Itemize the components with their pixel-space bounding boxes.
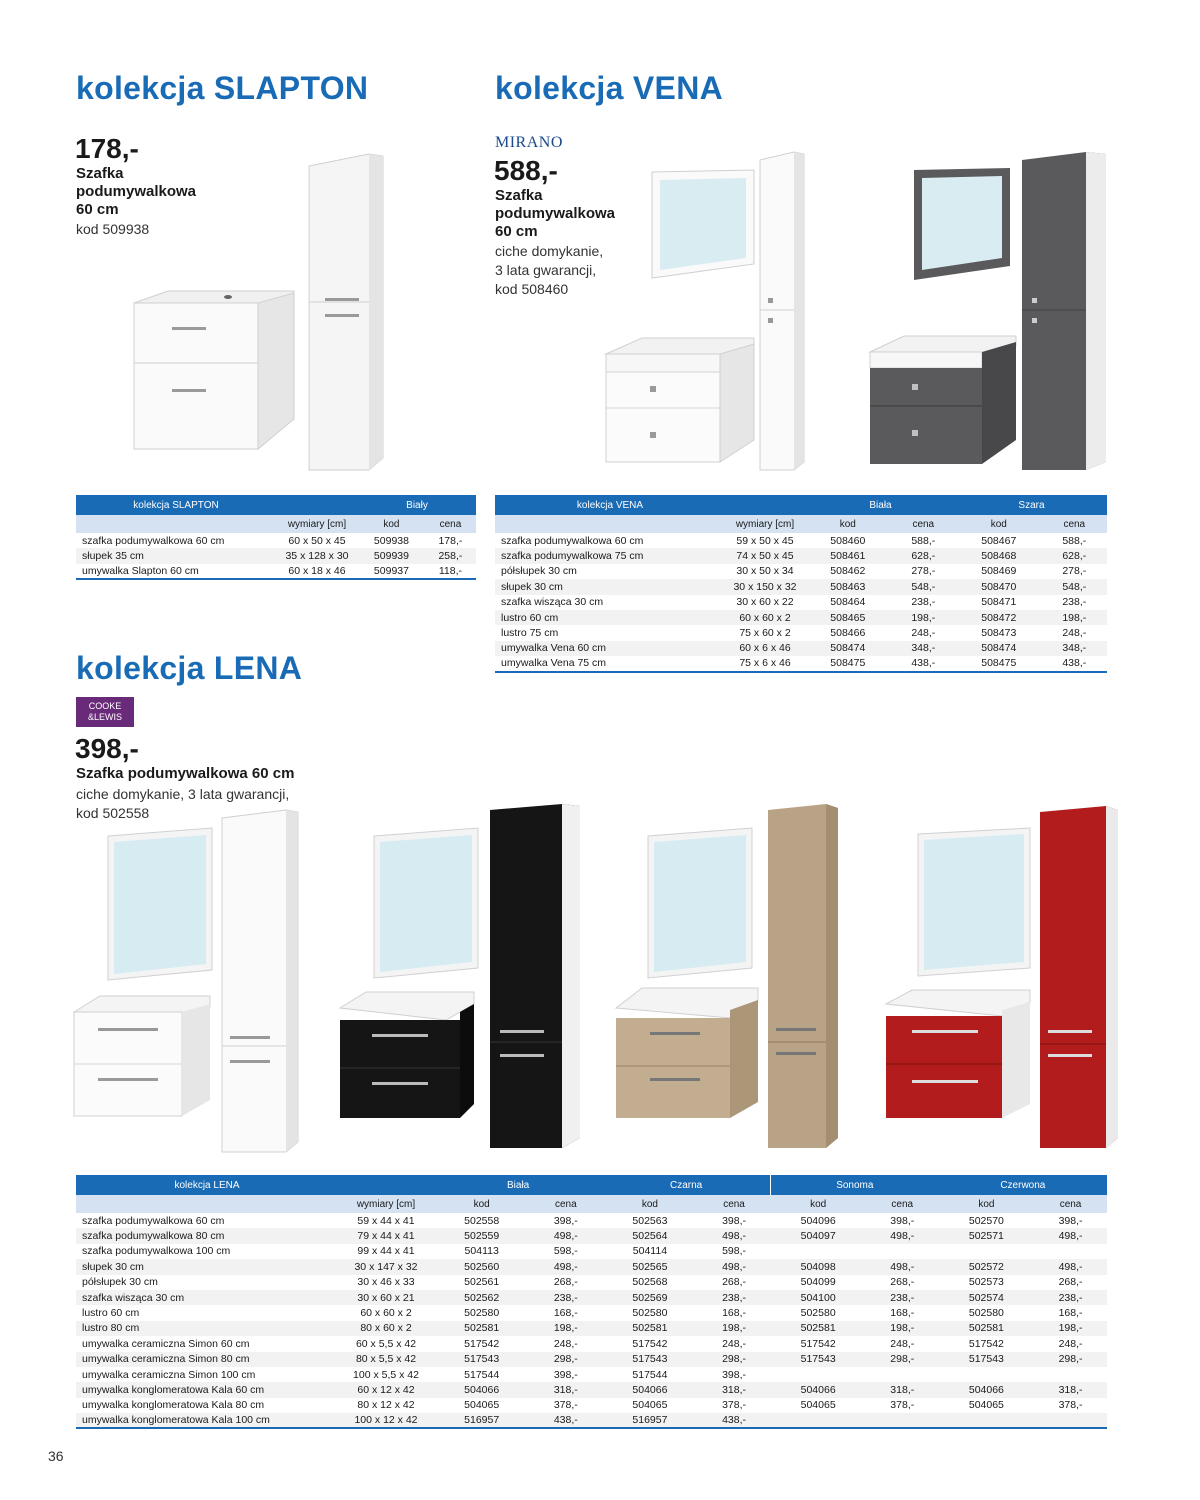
row-name: umywalka Slapton 60 cm — [76, 564, 276, 579]
row-code: 508464 — [830, 596, 866, 609]
row-code: 504113 — [464, 1245, 499, 1258]
row-code: 508471 — [981, 596, 1017, 609]
row-price: 318,- — [698, 1382, 771, 1397]
slapton-table-color: Biały — [358, 495, 476, 515]
row-code: 502568 — [632, 1276, 668, 1289]
row-name: szafka podumywalkowa 60 cm — [82, 1214, 225, 1227]
row-dims: 30 x 150 x 32 — [725, 579, 805, 594]
row-code: 502560 — [434, 1259, 529, 1274]
row-price — [1034, 1367, 1107, 1382]
lena-col-price2: cena — [698, 1195, 771, 1213]
lena-product: Szafka podumywalkowa 60 cm — [76, 765, 295, 782]
row-name: lustro 80 cm — [76, 1321, 338, 1336]
row-name: umywalka ceramiczna Simon 100 cm — [82, 1368, 256, 1381]
row-name: umywalka Vena 75 cm — [495, 656, 725, 671]
row-dims: 80 x 60 x 2 — [338, 1321, 434, 1336]
row-name: szafka podumywalkowa 60 cm — [82, 534, 225, 547]
row-price: 248,- — [553, 1337, 578, 1350]
row-code: 502580 — [800, 1307, 836, 1320]
lena-col-price4: cena — [1034, 1195, 1107, 1213]
vena-white-mirror-image — [650, 168, 758, 280]
row-price: 498,- — [698, 1228, 771, 1243]
row-code: 502581 — [602, 1321, 697, 1336]
row-price: 498,- — [529, 1259, 602, 1274]
row-price: 268,- — [1058, 1276, 1083, 1289]
table-row — [76, 1352, 1107, 1367]
row-code: 504065 — [968, 1399, 1004, 1412]
row-dims: 60 x 5,5 x 42 — [355, 1337, 417, 1350]
row-dims: 80 x 5,5 x 42 — [338, 1352, 434, 1367]
row-code: 508466 — [830, 627, 866, 640]
row-name: umywalka ceramiczna Simon 80 cm — [76, 1352, 338, 1367]
table-row — [76, 1305, 1107, 1320]
row-dims: 59 x 44 x 41 — [357, 1214, 415, 1227]
row-price: 168,- — [890, 1307, 915, 1320]
row-code: 517542 — [464, 1337, 500, 1350]
row-dims: 60 x 60 x 2 — [725, 610, 805, 625]
row-code: 508475 — [956, 656, 1042, 671]
row-name: lustro 60 cm — [82, 1307, 140, 1320]
row-code: 508473 — [981, 627, 1017, 640]
row-price: 588,- — [911, 534, 936, 547]
row-dims: 60 x 12 x 42 — [338, 1382, 434, 1397]
row-code: 509939 — [358, 548, 425, 563]
vena-note1: ciche domykanie, — [495, 243, 604, 259]
row-price: 298,- — [529, 1352, 602, 1367]
vena-white-column-image — [758, 150, 806, 474]
row-price: 238,- — [911, 596, 936, 609]
row-name: półsłupek 30 cm — [82, 1276, 158, 1289]
row-code: 508463 — [805, 579, 891, 594]
row-code: 502558 — [464, 1214, 500, 1227]
row-code: 502569 — [602, 1290, 697, 1305]
vena-col-price: cena — [891, 515, 956, 533]
vena-price: 588,- — [494, 155, 558, 186]
row-price: 198,- — [698, 1321, 771, 1336]
row-price — [1034, 1244, 1107, 1259]
row-price: 318,- — [866, 1382, 939, 1397]
row-price: 548,- — [1042, 579, 1107, 594]
slapton-table-collection: kolekcja SLAPTON — [76, 495, 276, 515]
row-code: 504066 — [602, 1382, 697, 1397]
row-price: 268,- — [722, 1276, 746, 1289]
row-code: 504096 — [800, 1214, 836, 1227]
lena-col-code2: kod — [602, 1195, 697, 1213]
row-code: 502562 — [434, 1290, 529, 1305]
row-code: 508460 — [830, 534, 866, 547]
lena-col-code3: kod — [770, 1195, 865, 1213]
row-price: 198,- — [1034, 1321, 1107, 1336]
vena-col-dims: wymiary [cm] — [725, 515, 805, 533]
row-price: 198,- — [529, 1321, 602, 1336]
row-code — [939, 1367, 1034, 1382]
row-dims: 99 x 44 x 41 — [357, 1245, 415, 1258]
row-code: 504114 — [632, 1245, 668, 1258]
vena-grey-vanity-image — [866, 334, 1018, 468]
row-code — [770, 1244, 865, 1259]
row-code — [770, 1367, 865, 1382]
row-code: 502573 — [968, 1276, 1004, 1289]
vena-col-price2: cena — [1042, 515, 1107, 533]
row-price: 348,- — [1042, 641, 1107, 656]
row-dims: 30 x 50 x 34 — [736, 565, 794, 578]
row-price: 598,- — [553, 1245, 578, 1258]
row-name: umywalka konglomeratowa Kala 80 cm — [82, 1399, 265, 1412]
row-name: półsłupek 30 cm — [501, 565, 577, 578]
row-name: szafka podumywalkowa 80 cm — [76, 1228, 338, 1243]
lena-table-color4: Czerwona — [939, 1175, 1107, 1195]
row-dims: 30 x 147 x 32 — [338, 1259, 434, 1274]
slapton-column-image — [305, 152, 387, 474]
row-code: 508462 — [830, 565, 866, 578]
row-dims: 30 x 46 x 33 — [357, 1276, 415, 1289]
row-price: 498,- — [1034, 1228, 1107, 1243]
slapton-product-line2: podumywalkowa — [76, 183, 197, 200]
table-row — [495, 641, 1107, 656]
row-price: 268,- — [890, 1276, 915, 1289]
row-price: 118,- — [425, 564, 476, 579]
row-name: słupek 30 cm — [495, 579, 725, 594]
row-price: 318,- — [529, 1382, 602, 1397]
row-price: 498,- — [1034, 1259, 1107, 1274]
row-code: 504066 — [770, 1382, 865, 1397]
table-row — [76, 533, 476, 548]
cooke-lewis-logo — [76, 697, 134, 727]
row-price: 178,- — [438, 534, 463, 547]
lena-price: 398,- — [75, 733, 139, 764]
row-code: 502581 — [770, 1321, 865, 1336]
row-code: 516957 — [602, 1413, 697, 1428]
row-price: 238,- — [866, 1290, 939, 1305]
row-price: 168,- — [722, 1307, 746, 1320]
slapton-vanity-image — [128, 285, 298, 455]
table-row — [76, 1382, 1107, 1397]
row-name: umywalka konglomeratowa Kala 60 cm — [76, 1382, 338, 1397]
lena-table-color2: Czarna — [602, 1175, 770, 1195]
row-code: 517544 — [464, 1368, 500, 1381]
table-row — [76, 1213, 1107, 1228]
table-row — [76, 1290, 1107, 1305]
vena-table-color2: Szara — [956, 495, 1107, 515]
lena-black-set-image — [338, 802, 586, 1154]
row-code: 502559 — [434, 1228, 529, 1243]
row-price: 298,- — [698, 1352, 771, 1367]
row-code: 509938 — [373, 534, 409, 547]
vena-white-vanity-image — [602, 336, 756, 466]
lena-col-dims: wymiary [cm] — [338, 1195, 434, 1213]
lena-table-color3: Sonoma — [770, 1175, 938, 1195]
lena-note: ciche domykanie, 3 lata gwarancji, — [76, 786, 290, 802]
row-code: 508465 — [805, 610, 891, 625]
row-price: 248,- — [911, 627, 936, 640]
row-name: lustro 75 cm — [501, 627, 559, 640]
row-price — [1034, 1413, 1107, 1428]
row-code — [770, 1413, 865, 1428]
vena-table — [495, 495, 1107, 673]
slapton-col-code: kod — [358, 515, 425, 533]
table-row — [76, 1321, 1107, 1336]
cooke-lewis-logo-line2: &LEWIS — [87, 712, 122, 722]
table-row — [76, 1398, 1107, 1413]
row-price: 628,- — [1042, 548, 1107, 563]
row-price: 168,- — [1058, 1307, 1083, 1320]
vena-table-collection: kolekcja VENA — [495, 495, 725, 515]
vena-product-line3: 60 cm — [495, 223, 538, 240]
table-row — [495, 579, 1107, 594]
row-price: 248,- — [722, 1337, 746, 1350]
lena-table-collection: kolekcja LENA — [76, 1175, 338, 1195]
lena-col-code4: kod — [939, 1195, 1034, 1213]
row-price — [866, 1367, 939, 1382]
row-price: 398,- — [722, 1368, 746, 1381]
slapton-code: kod 509938 — [76, 221, 150, 237]
row-code: 508472 — [956, 610, 1042, 625]
row-name: szafka podumywalkowa 100 cm — [82, 1245, 231, 1258]
row-price: 238,- — [529, 1290, 602, 1305]
row-code: 502564 — [602, 1228, 697, 1243]
row-price: 198,- — [866, 1321, 939, 1336]
row-code: 502561 — [464, 1276, 500, 1289]
row-code: 504065 — [800, 1399, 836, 1412]
row-code: 502563 — [632, 1214, 668, 1227]
row-price: 378,- — [722, 1399, 746, 1412]
lena-col-price1: cena — [529, 1195, 602, 1213]
row-price: 498,- — [698, 1259, 771, 1274]
row-price: 168,- — [553, 1307, 578, 1320]
row-code — [939, 1244, 1034, 1259]
row-price: 398,- — [1058, 1214, 1083, 1227]
table-row — [76, 1259, 1107, 1274]
row-code: 502571 — [939, 1228, 1034, 1243]
row-price — [866, 1244, 939, 1259]
row-code: 508474 — [805, 641, 891, 656]
row-code: 504098 — [770, 1259, 865, 1274]
row-code: 517543 — [939, 1352, 1034, 1367]
lena-title: kolekcja LENA — [76, 650, 303, 686]
row-code: 517542 — [800, 1337, 836, 1350]
slapton-product-line1: Szafka — [76, 165, 124, 182]
row-code: 508470 — [956, 579, 1042, 594]
row-price: 238,- — [1034, 1290, 1107, 1305]
row-price: 248,- — [1062, 627, 1087, 640]
row-dims: 35 x 128 x 30 — [276, 548, 358, 563]
row-code: 504066 — [434, 1382, 529, 1397]
row-price: 398,- — [722, 1214, 746, 1227]
slapton-col-price: cena — [425, 515, 476, 533]
row-code: 502581 — [434, 1321, 529, 1336]
row-code: 504100 — [770, 1290, 865, 1305]
row-price: 198,- — [1042, 610, 1107, 625]
page-number: 36 — [48, 1448, 64, 1464]
vena-table-color1: Biała — [805, 495, 956, 515]
row-price: 628,- — [891, 548, 956, 563]
row-name: słupek 35 cm — [76, 548, 276, 563]
row-price: 378,- — [553, 1399, 578, 1412]
vena-col-code: kod — [805, 515, 891, 533]
lena-red-set-image — [882, 804, 1124, 1152]
row-name: umywalka konglomeratowa Kala 100 cm — [76, 1413, 338, 1428]
row-price: 348,- — [891, 641, 956, 656]
row-price: 298,- — [1034, 1352, 1107, 1367]
vena-product-line1: Szafka — [495, 187, 543, 204]
cooke-lewis-logo-line1: COOKE — [88, 701, 122, 711]
row-price: 548,- — [891, 579, 956, 594]
row-price: 438,- — [891, 656, 956, 671]
row-price — [866, 1413, 939, 1428]
row-dims: 60 x 50 x 45 — [288, 534, 346, 547]
mirano-logo: MIRANO — [495, 134, 563, 151]
row-code: 508467 — [981, 534, 1017, 547]
row-price: 238,- — [698, 1290, 771, 1305]
row-price: 258,- — [425, 548, 476, 563]
row-price: 278,- — [911, 565, 936, 578]
lena-code: kod 502558 — [76, 805, 150, 821]
slapton-table — [76, 495, 476, 580]
row-price: 398,- — [553, 1368, 578, 1381]
row-dims: 60 x 18 x 46 — [276, 564, 358, 579]
row-code: 504066 — [939, 1382, 1034, 1397]
row-price: 498,- — [529, 1228, 602, 1243]
row-dims: 75 x 6 x 46 — [725, 656, 805, 671]
row-price: 498,- — [866, 1228, 939, 1243]
row-price: 438,- — [698, 1413, 771, 1428]
row-code: 504065 — [632, 1399, 668, 1412]
row-dims: 80 x 12 x 42 — [357, 1399, 415, 1412]
vena-product-line2: podumywalkowa — [495, 205, 616, 222]
table-row — [495, 533, 1107, 548]
lena-col-price3: cena — [866, 1195, 939, 1213]
table-row — [76, 1275, 1107, 1290]
row-name: słupek 30 cm — [76, 1259, 338, 1274]
slapton-title: kolekcja SLAPTON — [76, 70, 369, 106]
row-code: 508469 — [981, 565, 1017, 578]
row-price: 378,- — [890, 1399, 915, 1412]
row-price: 318,- — [1034, 1382, 1107, 1397]
lena-table — [76, 1175, 1107, 1429]
row-dims: 60 x 6 x 46 — [725, 641, 805, 656]
row-code — [939, 1413, 1034, 1428]
row-code: 504065 — [464, 1399, 500, 1412]
table-row — [495, 548, 1107, 563]
row-code: 502580 — [464, 1307, 500, 1320]
table-row — [76, 1413, 1107, 1428]
vena-code: kod 508460 — [495, 281, 569, 297]
row-code: 502580 — [968, 1307, 1004, 1320]
row-code: 517543 — [770, 1352, 865, 1367]
table-row — [495, 656, 1107, 671]
row-code: 508468 — [956, 548, 1042, 563]
lena-sonoma-set-image — [612, 802, 854, 1152]
row-code: 508461 — [805, 548, 891, 563]
table-row — [495, 564, 1107, 579]
row-name: umywalka Vena 60 cm — [495, 641, 725, 656]
lena-table-color1: Biała — [434, 1175, 602, 1195]
table-row — [495, 595, 1107, 610]
row-price: 298,- — [866, 1352, 939, 1367]
row-name: szafka wisząca 30 cm — [76, 1290, 338, 1305]
lena-white-set-image — [72, 808, 304, 1158]
row-price: 398,- — [553, 1214, 578, 1227]
row-price: 438,- — [529, 1413, 602, 1428]
row-dims: 30 x 60 x 21 — [338, 1290, 434, 1305]
row-code: 516957 — [434, 1413, 529, 1428]
row-dims: 30 x 60 x 22 — [736, 596, 794, 609]
row-dims: 100 x 5,5 x 42 — [353, 1368, 419, 1381]
row-dims: 75 x 60 x 2 — [739, 627, 791, 640]
row-price: 588,- — [1062, 534, 1087, 547]
row-price: 238,- — [1062, 596, 1087, 609]
row-name: szafka podumywalkowa 60 cm — [501, 534, 644, 547]
row-price: 278,- — [1062, 565, 1087, 578]
vena-grey-column-image — [1020, 150, 1110, 474]
row-price: 248,- — [890, 1337, 915, 1350]
row-price: 438,- — [1042, 656, 1107, 671]
row-price: 268,- — [553, 1276, 578, 1289]
table-row — [495, 610, 1107, 625]
vena-title: kolekcja VENA — [495, 70, 724, 106]
table-row — [495, 625, 1107, 640]
table-row — [76, 548, 476, 563]
vena-note2: 3 lata gwarancji, — [495, 262, 597, 278]
row-dims: 79 x 44 x 41 — [338, 1228, 434, 1243]
row-dims: 74 x 50 x 45 — [725, 548, 805, 563]
row-code: 504097 — [770, 1228, 865, 1243]
row-price: 398,- — [890, 1214, 915, 1227]
lena-col-code1: kod — [434, 1195, 529, 1213]
row-code: 517543 — [434, 1352, 529, 1367]
table-row — [76, 1244, 1107, 1259]
row-name: lustro 60 cm — [495, 610, 725, 625]
row-price: 498,- — [866, 1259, 939, 1274]
row-dims: 59 x 50 x 45 — [736, 534, 794, 547]
row-name: szafka podumywalkowa 75 cm — [495, 548, 725, 563]
row-code: 517544 — [632, 1368, 668, 1381]
row-code: 504099 — [800, 1276, 836, 1289]
row-code: 508475 — [805, 656, 891, 671]
vena-col-code2: kod — [956, 515, 1042, 533]
slapton-price: 178,- — [75, 133, 139, 164]
row-code: 517543 — [602, 1352, 697, 1367]
slapton-product-line3: 60 cm — [76, 201, 119, 218]
row-dims: 100 x 12 x 42 — [338, 1413, 434, 1428]
table-row — [76, 1367, 1107, 1382]
row-code: 502574 — [939, 1290, 1034, 1305]
row-code: 517542 — [968, 1337, 1004, 1350]
row-code: 502565 — [602, 1259, 697, 1274]
table-row — [76, 1336, 1107, 1351]
table-row — [76, 564, 476, 579]
row-price: 248,- — [1058, 1337, 1083, 1350]
row-code: 502580 — [632, 1307, 668, 1320]
vena-grey-mirror-image — [912, 166, 1012, 284]
slapton-col-dims: wymiary [cm] — [276, 515, 358, 533]
row-code: 517542 — [632, 1337, 668, 1350]
row-name: szafka wisząca 30 cm — [501, 596, 604, 609]
row-price: 598,- — [722, 1245, 746, 1258]
row-code: 502570 — [968, 1214, 1004, 1227]
row-code: 509937 — [358, 564, 425, 579]
row-price: 198,- — [891, 610, 956, 625]
row-dims: 60 x 60 x 2 — [360, 1307, 412, 1320]
row-code: 508474 — [956, 641, 1042, 656]
row-code: 502572 — [939, 1259, 1034, 1274]
row-code: 502581 — [939, 1321, 1034, 1336]
table-row — [76, 1228, 1107, 1243]
row-price: 378,- — [1058, 1399, 1083, 1412]
row-name: umywalka ceramiczna Simon 60 cm — [82, 1337, 250, 1350]
